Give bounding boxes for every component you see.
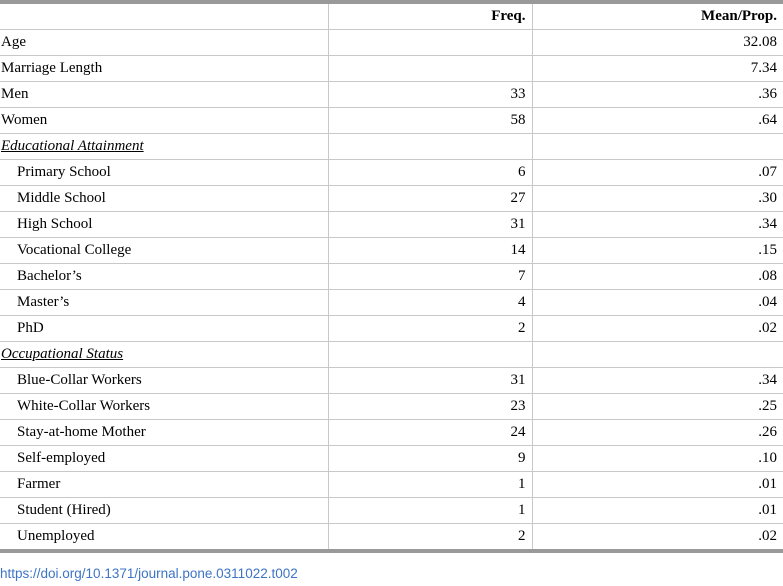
mean-prop-cell: .15 — [532, 238, 783, 264]
freq-cell: 31 — [328, 212, 532, 238]
section-heading: Occupational Status — [0, 342, 328, 368]
freq-cell: 31 — [328, 368, 532, 394]
mean-prop-cell: .10 — [532, 446, 783, 472]
row-label: Unemployed — [0, 524, 328, 552]
table-row — [0, 30, 783, 56]
row-label: PhD — [0, 316, 328, 342]
section-heading: Educational Attainment — [0, 134, 328, 160]
row-label: White-Collar Workers — [0, 394, 328, 420]
freq-cell: 27 — [328, 186, 532, 212]
row-label: Women — [0, 108, 328, 134]
table-row — [0, 524, 783, 552]
row-label: High School — [0, 212, 328, 238]
table-row — [0, 134, 783, 160]
table-header-row — [0, 2, 783, 30]
mean-prop-cell: .02 — [532, 316, 783, 342]
table-row — [0, 212, 783, 238]
row-label: Student (Hired) — [0, 498, 328, 524]
mean-prop-cell: .02 — [532, 524, 783, 552]
table-row — [0, 290, 783, 316]
row-label: Men — [0, 82, 328, 108]
row-label: Master’s — [0, 290, 328, 316]
freq-cell: 58 — [328, 108, 532, 134]
table-row — [0, 82, 783, 108]
freq-cell: 24 — [328, 420, 532, 446]
freq-cell — [328, 134, 532, 160]
freq-cell: 4 — [328, 290, 532, 316]
mean-prop-cell: 7.34 — [532, 56, 783, 82]
table-row — [0, 394, 783, 420]
mean-prop-cell: .04 — [532, 290, 783, 316]
freq-cell: 1 — [328, 498, 532, 524]
freq-cell: 23 — [328, 394, 532, 420]
mean-prop-cell: .30 — [532, 186, 783, 212]
header-label — [0, 2, 328, 30]
row-label: Self-employed — [0, 446, 328, 472]
row-label: Blue-Collar Workers — [0, 368, 328, 394]
row-label: Stay-at-home Mother — [0, 420, 328, 446]
freq-cell: 14 — [328, 238, 532, 264]
row-label: Bachelor’s — [0, 264, 328, 290]
mean-prop-cell: .08 — [532, 264, 783, 290]
mean-prop-cell: .07 — [532, 160, 783, 186]
table-row — [0, 108, 783, 134]
table-row — [0, 446, 783, 472]
freq-cell: 9 — [328, 446, 532, 472]
table-row — [0, 368, 783, 394]
table-row — [0, 420, 783, 446]
row-label: Middle School — [0, 186, 328, 212]
mean-prop-cell: .25 — [532, 394, 783, 420]
freq-cell: 2 — [328, 524, 532, 552]
doi-link[interactable]: https://doi.org/10.1371/journal.pone.0311022.t002 — [0, 566, 298, 581]
freq-cell — [328, 342, 532, 368]
row-label: Primary School — [0, 160, 328, 186]
table-row — [0, 472, 783, 498]
mean-prop-cell: .64 — [532, 108, 783, 134]
table-row — [0, 498, 783, 524]
freq-cell: 6 — [328, 160, 532, 186]
table-body — [0, 30, 783, 552]
row-label: Marriage Length — [0, 56, 328, 82]
freq-cell — [328, 56, 532, 82]
mean-prop-cell — [532, 134, 783, 160]
freq-cell — [328, 30, 532, 56]
freq-cell: 7 — [328, 264, 532, 290]
table-row — [0, 264, 783, 290]
freq-cell: 33 — [328, 82, 532, 108]
row-label: Farmer — [0, 472, 328, 498]
mean-prop-cell: .01 — [532, 472, 783, 498]
row-label: Vocational College — [0, 238, 328, 264]
mean-prop-cell: .26 — [532, 420, 783, 446]
table-row — [0, 316, 783, 342]
freq-cell: 2 — [328, 316, 532, 342]
freq-cell: 1 — [328, 472, 532, 498]
row-label: Age — [0, 30, 328, 56]
table-row — [0, 342, 783, 368]
header-mean-prop: Mean/Prop. — [532, 2, 783, 30]
table-row — [0, 160, 783, 186]
mean-prop-cell — [532, 342, 783, 368]
table-row — [0, 238, 783, 264]
table-row — [0, 56, 783, 82]
header-freq: Freq. — [328, 2, 532, 30]
mean-prop-cell: 32.08 — [532, 30, 783, 56]
mean-prop-cell: .34 — [532, 212, 783, 238]
table-row — [0, 186, 783, 212]
mean-prop-cell: .01 — [532, 498, 783, 524]
mean-prop-cell: .36 — [532, 82, 783, 108]
mean-prop-cell: .34 — [532, 368, 783, 394]
